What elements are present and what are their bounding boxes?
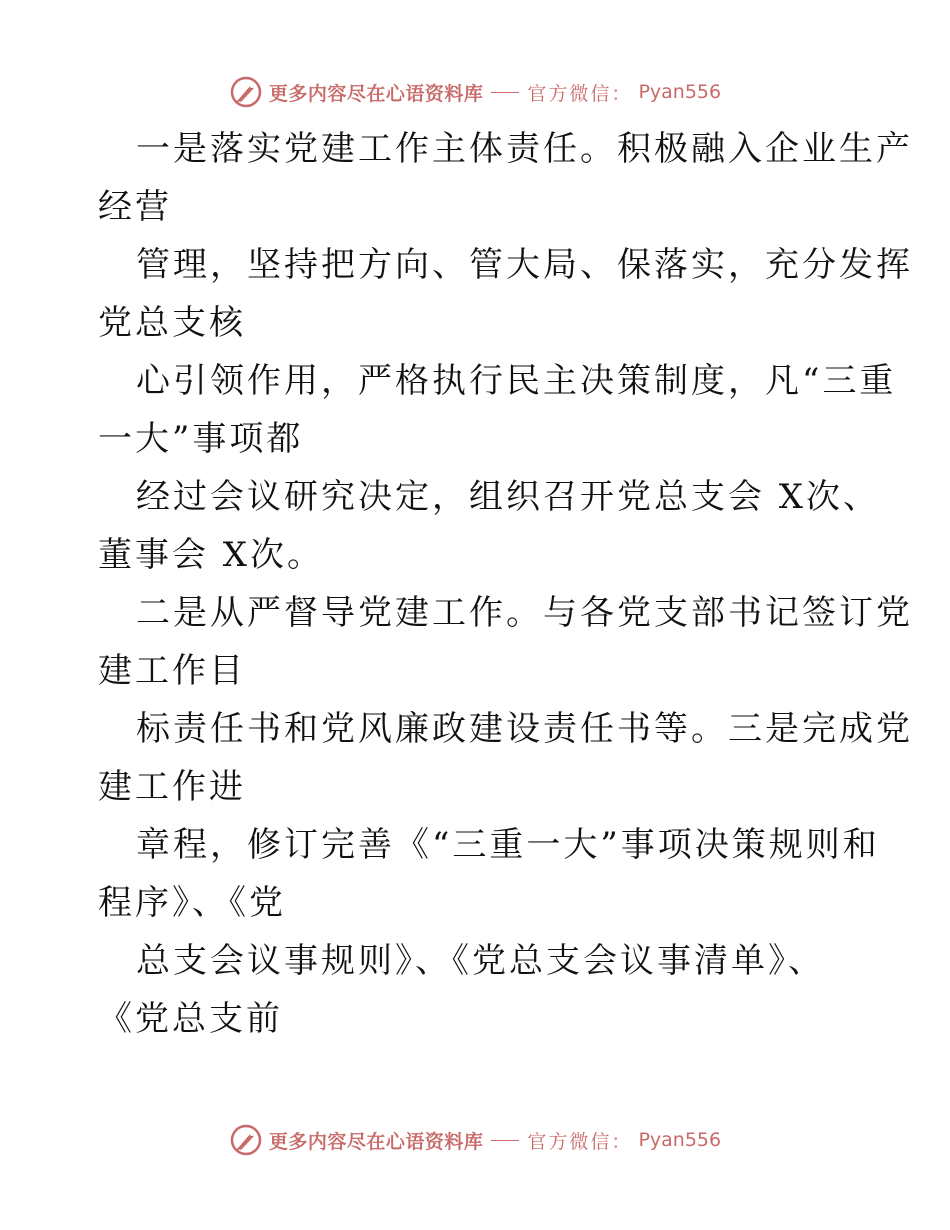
- header-watermark: [0, 72, 950, 112]
- paragraph-line: 管理，坚持把方向、管大局、保落实，充分发挥: [136, 245, 913, 285]
- watermark-id: Pyan556: [638, 1129, 722, 1151]
- paragraph-line: 总支会议事规则》、《党总支会议事清单》、: [136, 941, 825, 981]
- paragraph-line: 建工作进: [98, 767, 246, 807]
- paragraph-line: 心引领作用，严格执行民主决策制度，凡“三重: [136, 361, 897, 401]
- paragraph-line: 标责任书和党风廉政建设责任书等。三是完成党: [136, 709, 913, 749]
- watermark-dash: [491, 1140, 519, 1141]
- watermark-label: 官方微信：: [527, 1130, 633, 1153]
- watermark-text: 更多内容尽在心语资料库: [268, 82, 484, 105]
- paragraph-line: 经过会议研究决定，组织召开党总支会 X次、: [136, 477, 881, 517]
- paragraph-line: 一大”事项都: [98, 419, 304, 459]
- paragraph-line: 二是从严督导党建工作。与各党支部书记签订党: [136, 593, 913, 633]
- watermark-dash: [491, 92, 519, 93]
- pen-logo-icon: [229, 75, 263, 109]
- paragraph-line: 经营: [98, 187, 172, 227]
- watermark-text: 更多内容尽在心语资料库: [268, 1130, 484, 1153]
- paragraph-line: 程序》、《党: [98, 883, 286, 923]
- paragraph-line: 董事会 X次。: [98, 535, 325, 575]
- watermark-label: 官方微信：: [527, 82, 633, 105]
- paragraph-line: 章程，修订完善《“三重一大”事项决策规则和: [136, 825, 880, 865]
- paragraph-line: 一是落实党建工作主体责任。积极融入企业生产: [136, 129, 913, 169]
- paragraph-line: 党总支核: [98, 303, 246, 343]
- pen-logo-icon: [229, 1123, 263, 1157]
- paragraph-line: 《党总支前: [98, 999, 283, 1039]
- watermark-id: Pyan556: [638, 81, 722, 103]
- paragraph-line: 建工作目: [98, 651, 246, 691]
- document-body: [98, 120, 913, 1048]
- footer-watermark: [0, 1120, 950, 1160]
